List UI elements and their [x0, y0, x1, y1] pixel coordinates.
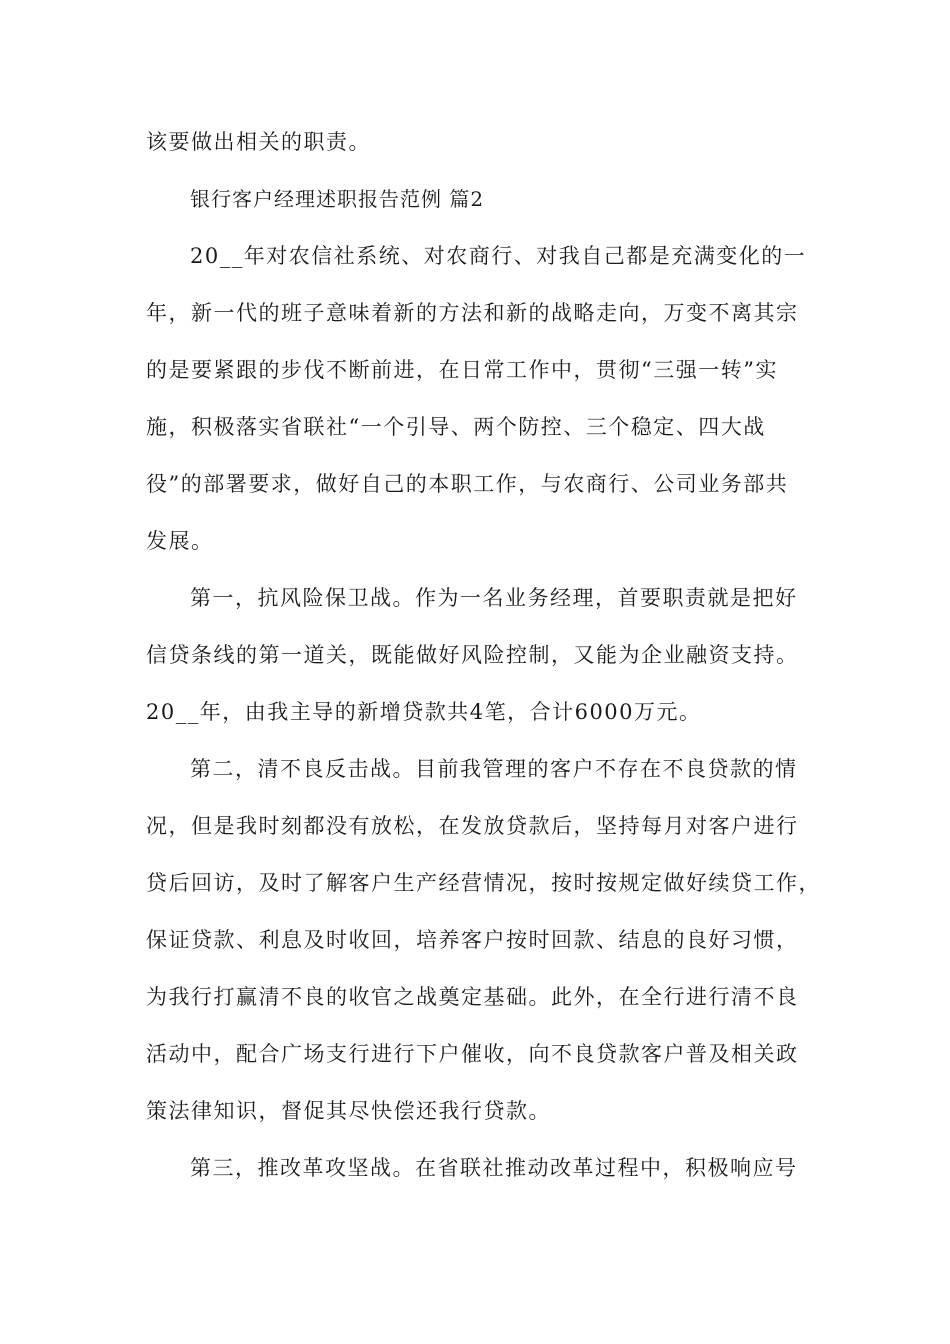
text-line: 活动中，配合广场支行进行下户催收，向不良贷款客户普及相关政	[146, 1042, 799, 1066]
text-line: 为我行打赢清不良的收官之战奠定基础。此外，在全行进行清不良	[146, 985, 799, 1009]
text-line: 第二，清不良反击战。目前我管理的客户不存在不良贷款的情	[190, 757, 798, 781]
text-line: 保证贷款、利息及时收回，培养客户按时回款、结息的良好习惯，	[146, 928, 799, 952]
text-line: 该要做出相关的职责。	[146, 130, 371, 154]
text-line: 役”的部署要求，做好自己的本职工作，与农商行、公司业务部共	[146, 472, 789, 496]
text-line: 第一，抗风险保卫战。作为一名业务经理，首要职责就是把好	[190, 586, 798, 610]
section-heading: 银行客户经理述职报告范例 篇2	[190, 187, 485, 211]
text-line: 年，新一代的班子意味着新的方法和新的战略走向，万变不离其宗	[146, 301, 799, 325]
text-line: 贷后回访，及时了解客户生产经营情况，按时按规定做好续贷工作，	[146, 871, 821, 895]
text-line: 况，但是我时刻都没有放松，在发放贷款后，坚持每月对客户进行	[146, 814, 799, 838]
text-line: 的是要紧跟的步伐不断前进，在日常工作中，贯彻“三强一转”实	[146, 358, 778, 382]
text-line: 发展。	[146, 529, 214, 553]
text-line: 20__年对农信社系统、对农商行、对我自己都是充满变化的一	[190, 244, 807, 268]
text-line: 第三，推改革攻坚战。在省联社推动改革过程中，积极响应号	[190, 1156, 798, 1180]
text-line: 施，积极落实省联社“一个引导、两个防控、三个稳定、四大战	[146, 415, 766, 439]
text-line: 20__年，由我主导的新增贷款共4笔，合计6000万元。	[146, 700, 702, 724]
text-line: 信贷条线的第一道关，既能做好风险控制，又能为企业融资支持。	[146, 643, 799, 667]
text-line: 策法律知识，督促其尽快偿还我行贷款。	[146, 1099, 551, 1123]
